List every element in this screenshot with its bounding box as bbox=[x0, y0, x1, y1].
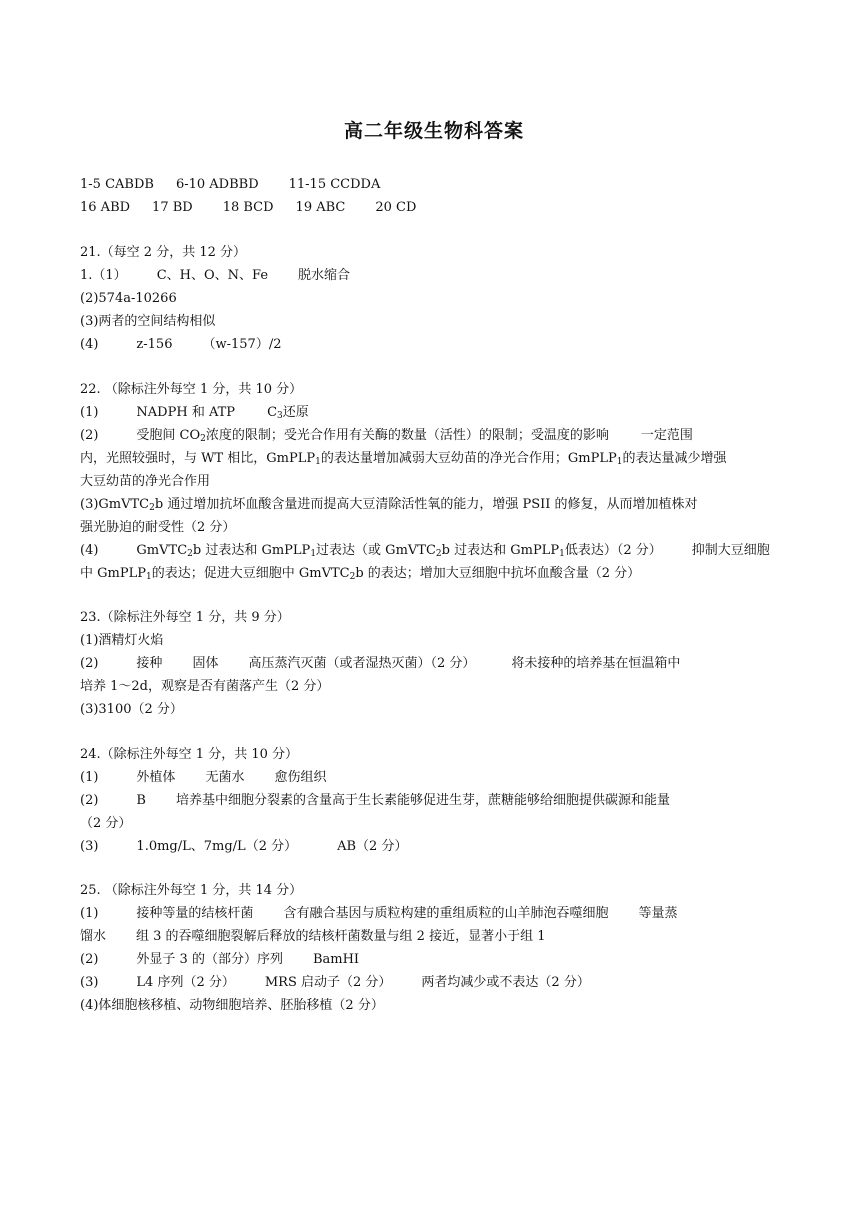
q25-header: 25. （除标注外每空 1 分，共 14 分） bbox=[80, 883, 303, 898]
q22-line-1: (1) NADPH 和 ATP $C_3$还原 bbox=[80, 405, 309, 421]
q24-line-2: (2) B 培养基中细胞分裂素的含量高于生长素能够促进生芽，蔗糖能够给细胞提供碳源和能量 bbox=[80, 793, 670, 808]
mc-answer: 11-15 CCDDA bbox=[288, 177, 381, 192]
page-title: 高二年级生物科答案 bbox=[343, 120, 524, 142]
q24-line-3: （2 分） bbox=[80, 816, 132, 831]
q22-header: 22. （除标注外每空 1 分，共 10 分） bbox=[80, 382, 303, 397]
mc-answer: 6-10 ADBBD bbox=[175, 177, 259, 192]
q21-header: 21.（每空 2 分，共 12 分） bbox=[80, 245, 247, 260]
mc-row-1 bbox=[80, 175, 380, 195]
mc-answer: 18 BCD bbox=[222, 200, 274, 215]
mc-answer: 20 CD bbox=[375, 200, 417, 215]
q22-line-4: 大豆幼苗的净光合作用 bbox=[80, 474, 211, 489]
mc-answer: 1-5 CABDB bbox=[80, 177, 154, 192]
q25-line-5: (4)体细胞核移植、动物细胞培养、胚胎移植（2 分） bbox=[80, 998, 384, 1013]
q24-header: 24.（除标注外每空 1 分，共 10 分） bbox=[80, 747, 299, 762]
mc-answer: 16 ABD bbox=[80, 200, 131, 215]
q23-line-3: 培养 1～2d，观察是否有菌落产生（2 分） bbox=[80, 679, 330, 694]
q25-line-3: (2) 外显子 3 的（部分）序列 BamHⅠ bbox=[80, 952, 360, 967]
q23-header: 23.（除标注外每空 1 分，共 9 分） bbox=[80, 610, 290, 625]
q21-line-2: (2)574a-10266 bbox=[80, 291, 177, 306]
q22-line-8: 中 GmPLP$_1$的表达；促进大豆细胞中 GmVTC$_2$b 的表达；增加大豆细胞中抗坏血酸含量（2 分） bbox=[80, 566, 641, 582]
mc-row-2 bbox=[80, 198, 416, 218]
q21-line-3: (3)两者的空间结构相似 bbox=[80, 314, 216, 329]
q21-line-4: (4) z-156 （w-157）/2 bbox=[80, 337, 282, 352]
q25-line-2: 馏水 组 3 的吞噬细胞裂解后释放的结核杆菌数量与组 2 接近，显著小于组 1 bbox=[80, 929, 546, 944]
q24-line-1: (1) 外植体 无菌水 愈伤组织 bbox=[80, 770, 327, 785]
q23-line-2: (2) 接种 固体 高压蒸汽灭菌（或者湿热灭菌）（2 分） 将未接种的培养基在恒温箱中 bbox=[80, 656, 681, 671]
q22-line-2: (2) 受胞间 $CO_2$浓度的限制；受光合作用有关酶的数量（活性）的限制；受温度的影响 一定范围 bbox=[80, 428, 693, 444]
q25-line-1: (1) 接种等量的结核杆菌 含有融合基因与质粒构建的重组质粒的山羊肺泡吞噬细胞 等量蒸 bbox=[80, 906, 678, 921]
q22-line-5: (3)GmVTC$_2$b 通过增加抗坏血酸含量进而提高大豆清除活性氧的能力，增强 PSII 的修复，从而增加植株对 bbox=[80, 497, 698, 513]
q22-line-7: (4) GmVTC$_2$b 过表达和 GmPLP$_1$过表达（或 GmVTC$_2$b 过表达和 GmPLP$_1$低表达）（2 分） 抑制大豆细胞 bbox=[80, 543, 770, 559]
q25-line-4: (3) L4 序列（2 分） MRS 启动子（2 分） 两者均减少或不表达（2 分） bbox=[80, 975, 590, 990]
q23-line-1: (1)酒精灯火焰 bbox=[80, 633, 164, 648]
q21-line-1: 1.（1） C、H、O、N、Fe 脱水缩合 bbox=[80, 268, 351, 283]
q23-line-4: (3)3100（2 分） bbox=[80, 702, 183, 717]
mc-answer: 19 ABC bbox=[295, 200, 346, 215]
q22-line-6: 强光胁迫的耐受性（2 分） bbox=[80, 520, 236, 535]
q24-line-4: (3) 1.0mg/L、7mg/L（2 分） AB（2 分） bbox=[80, 839, 408, 854]
mc-answer: 17 BD bbox=[152, 200, 193, 215]
q22-line-3: 内，光照较强时，与 WT 相比，GmPLP$_1$的表达量增加减弱大豆幼苗的净光合作用；GmPLP$_1$的表达量减少增强 bbox=[80, 451, 727, 467]
